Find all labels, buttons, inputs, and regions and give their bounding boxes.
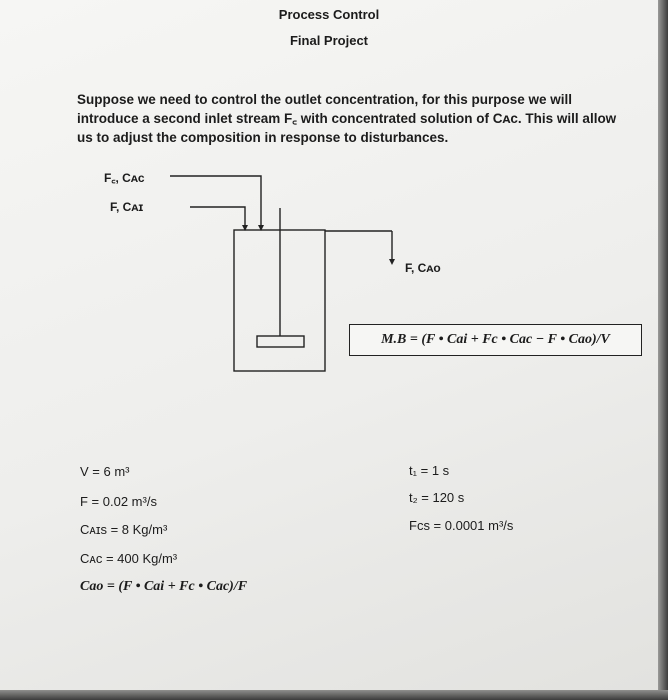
cao-equation: Cao = (F • Cai + Fc • Cac)/F xyxy=(80,579,248,594)
outlet-arrow xyxy=(389,259,395,265)
fc-inlet-pipe xyxy=(170,176,261,230)
desk-background-bottom xyxy=(0,690,668,700)
f-inlet-pipe xyxy=(190,207,245,230)
param-cais: Cᴀɪs = 8 Kg/m³ xyxy=(80,522,168,537)
param-flow: F = 0.02 m³/s xyxy=(80,494,157,509)
param-cac: Cᴀᴄ = 400 Kg/m³ xyxy=(80,551,178,566)
f-stream-label: F, Cᴀɪ xyxy=(110,200,144,214)
project-subtitle: Final Project xyxy=(289,33,369,48)
intro-paragraph: Suppose we need to control the outlet concentration, for this purpose we will introduce a second inlet stream F꜀ with concentrated solution of Cᴀᴄ. This will allow us to adjust the composition in response to disturbances. xyxy=(77,92,617,145)
course-title: Process Control xyxy=(278,7,380,22)
mass-balance-box xyxy=(349,324,642,356)
fc-stream-label: F꜀, Cᴀᴄ xyxy=(104,171,145,185)
param-fcs: Fcs = 0.0001 m³/s xyxy=(409,518,514,533)
param-t2: t₂ = 120 s xyxy=(409,490,465,505)
mass-balance-equation: M.B = (F • Cai + Fc • Cac − F • Cao)/V xyxy=(381,332,610,347)
param-volume: V = 6 m³ xyxy=(80,464,130,479)
desk-background-right xyxy=(658,0,668,700)
impeller xyxy=(257,336,304,347)
param-t1: t₁ = 1 s xyxy=(409,463,450,478)
outlet-stream-label: F, Cᴀᴏ xyxy=(405,261,441,275)
